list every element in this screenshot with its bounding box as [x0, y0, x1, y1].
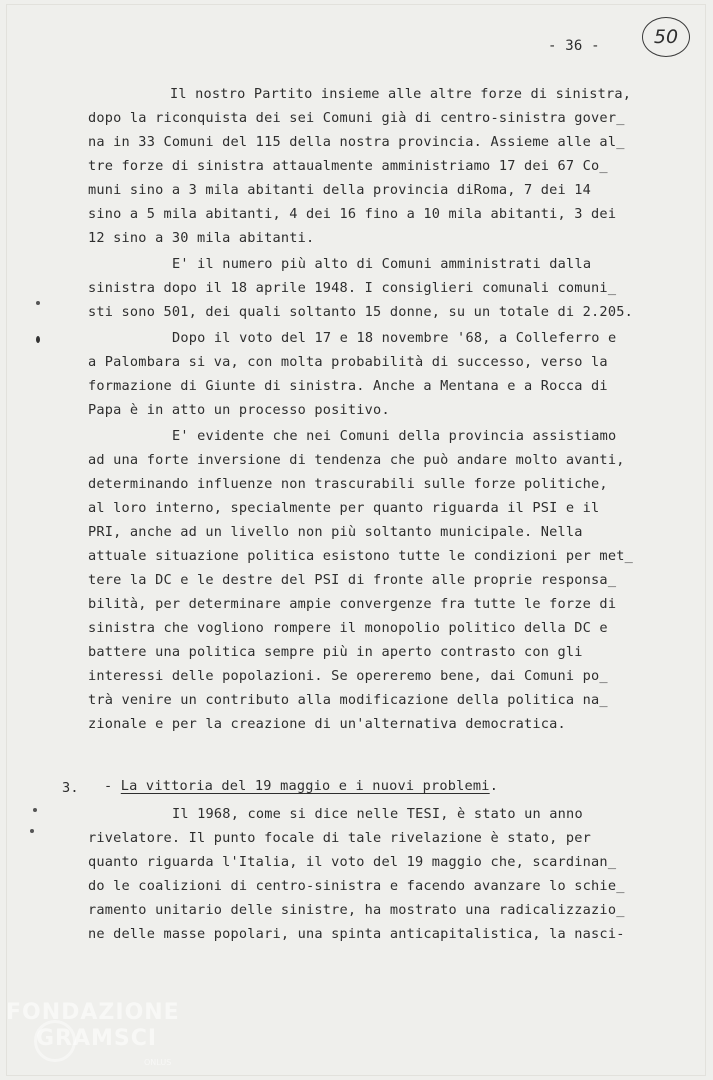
- text-line: Il 1968, come si dice nelle TESI, è stato un anno: [172, 806, 583, 822]
- text-line: dopo la riconquista dei sei Comuni già di centro-sinistra gover_: [88, 110, 625, 126]
- text-line: Il nostro Partito insieme alle altre forze di sinistra,: [170, 86, 632, 102]
- text-line: ad una forte inversione di tendenza che può andare molto avanti,: [88, 452, 625, 468]
- text-line: a Palombara si va, con molta probabilità di successo, verso la: [88, 354, 608, 370]
- margin-dot: [30, 829, 34, 833]
- fondazione-gramsci-watermark: [6, 1000, 186, 1078]
- watermark-line-3: ONLUS: [144, 1058, 172, 1067]
- text-line: do le coalizioni di centro-sinistra e facendo avanzare lo schie_: [88, 878, 625, 894]
- text-line: E' evidente che nei Comuni della provincia assistiamo: [172, 428, 617, 444]
- text-line: ramento unitario delle sinistre, ha mostrato una radicalizzazio_: [88, 902, 625, 918]
- section-period: .: [489, 778, 499, 794]
- text-line: 12 sino a 30 mila abitanti.: [88, 230, 315, 246]
- text-line: attuale situazione politica esistono tutte le condizioni per met_: [88, 548, 633, 564]
- archive-stamp-number: 50: [653, 26, 679, 48]
- text-line: muni sino a 3 mila abitanti della provincia diRoma, 7 dei 14: [88, 182, 592, 198]
- section-title: La vittoria del 19 maggio e i nuovi problemi: [120, 778, 490, 794]
- text-line: al loro interno, specialmente per quanto riguarda il PSI e il: [88, 500, 600, 516]
- watermark-line-2: GRAMSCI: [36, 1026, 158, 1051]
- page-number: - 36 -: [548, 38, 600, 54]
- text-line: battere una politica sempre più in aperto contrasto con gli: [88, 644, 583, 660]
- margin-dot: [36, 336, 40, 343]
- text-line: sti sono 501, dei quali soltanto 15 donne, su un totale di 2.205.: [88, 304, 633, 320]
- margin-dot: [33, 808, 37, 812]
- text-line: Dopo il voto del 17 e 18 novembre '68, a Colleferro e: [172, 330, 617, 346]
- text-line: determinando influenze non trascurabili sulle forze politiche,: [88, 476, 608, 492]
- text-line: ne delle masse popolari, una spinta anticapitalistica, la nasci-: [88, 926, 625, 942]
- archive-stamp: [642, 17, 690, 57]
- text-line: zionale e per la creazione di un'alternativa democratica.: [88, 716, 566, 732]
- text-line: bilità, per determinare ampie convergenze fra tutte le forze di: [88, 596, 617, 612]
- watermark-logo-circle: [34, 1020, 76, 1062]
- text-line: quanto riguarda l'Italia, il voto del 19 maggio che, scardinan_: [88, 854, 617, 870]
- text-line: rivelatore. Il punto focale di tale rivelazione è stato, per: [88, 830, 592, 846]
- text-line: interessi delle popolazioni. Se opereremo bene, dai Comuni po_: [88, 668, 608, 684]
- watermark-line-1: FONDAZIONE: [6, 1000, 180, 1025]
- text-line: sino a 5 mila abitanti, 4 dei 16 fino a 10 mila abitanti, 3 dei: [88, 206, 617, 222]
- text-line: tere la DC e le destre del PSI di fronte alle proprie responsa_: [88, 572, 617, 588]
- text-line: sinistra dopo il 18 aprile 1948. I consiglieri comunali comuni_: [88, 280, 617, 296]
- text-line: trà venire un contributo alla modificazione della politica na_: [88, 692, 608, 708]
- text-line: Papa è in atto un processo positivo.: [88, 402, 390, 418]
- section-number: 3.: [62, 780, 79, 796]
- text-line: sinistra che vogliono rompere il monopolio politico della DC e: [88, 620, 608, 636]
- text-line: PRI, anche ad un livello non più soltanto municipale. Nella: [88, 524, 583, 540]
- text-line: E' il numero più alto di Comuni amministrati dalla: [172, 256, 592, 272]
- text-line: formazione di Giunte di sinistra. Anche a Mentana e a Rocca di: [88, 378, 608, 394]
- margin-dot: [36, 301, 40, 305]
- section-dash: -: [104, 778, 113, 794]
- section-heading: [104, 778, 498, 794]
- text-line: na in 33 Comuni del 115 della nostra provincia. Assieme alle al_: [88, 134, 625, 150]
- text-line: tre forze di sinistra attaualmente amministriamo 17 dei 67 Co_: [88, 158, 608, 174]
